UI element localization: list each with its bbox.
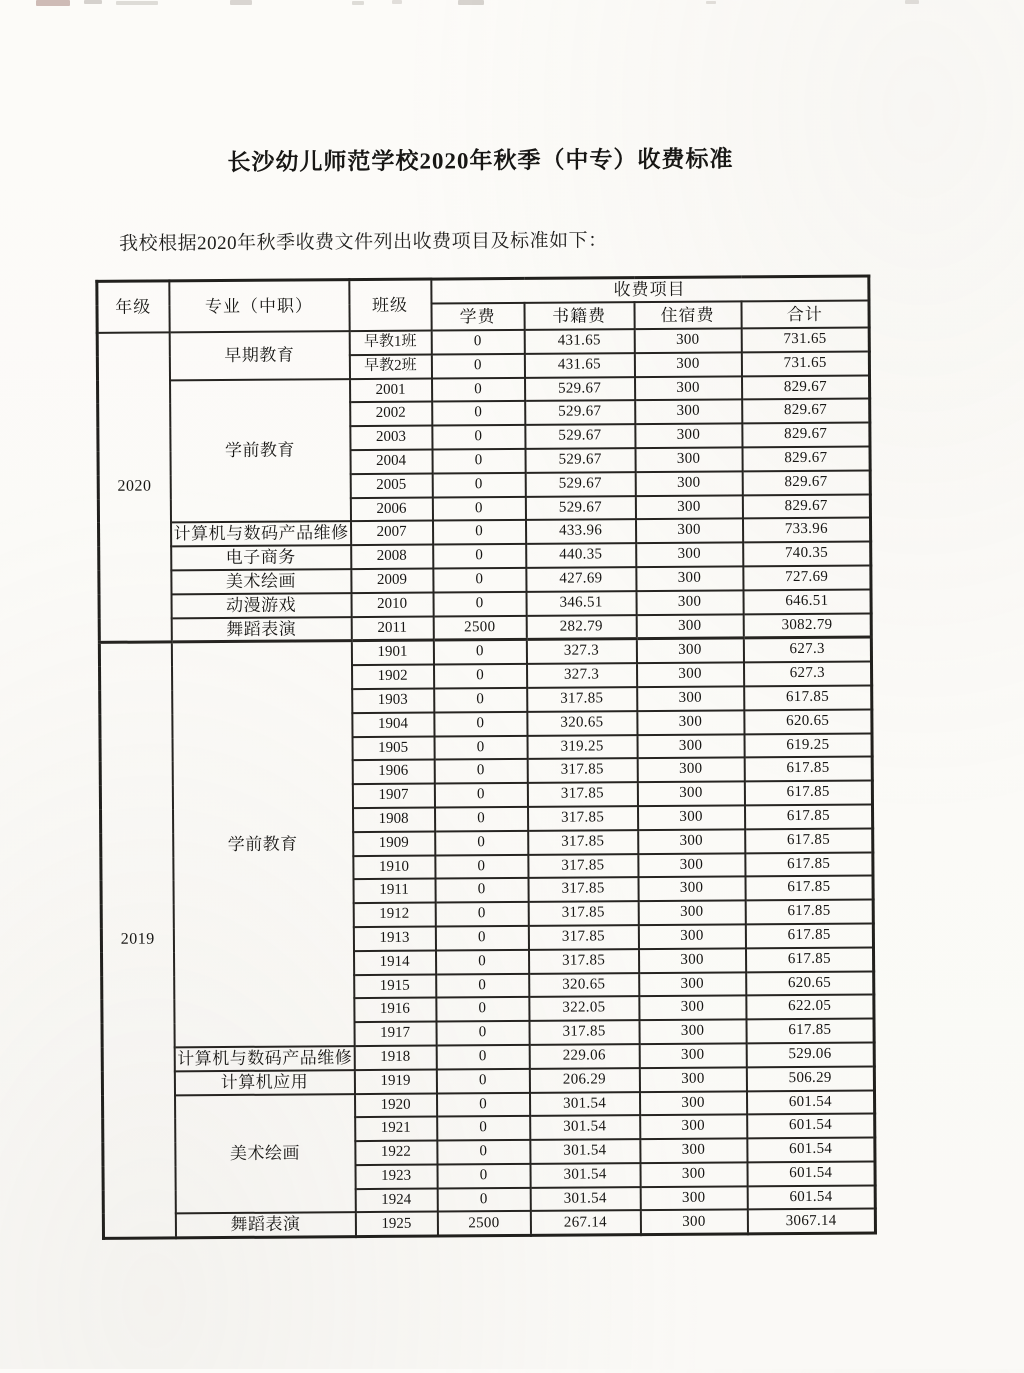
class-cell: 1920 (354, 1093, 436, 1117)
class-cell: 2008 (351, 545, 433, 569)
fee-value-cell: 440.35 (526, 543, 636, 568)
class-cell: 1911 (353, 879, 435, 903)
fee-value-cell: 3082.79 (743, 613, 871, 638)
fee-value-cell: 320.65 (527, 711, 637, 736)
fee-value-cell: 300 (636, 566, 743, 591)
fee-value-cell: 617.85 (745, 900, 873, 925)
fee-value-cell: 0 (432, 449, 525, 473)
fee-value-cell: 300 (635, 471, 742, 496)
fee-value-cell: 300 (637, 758, 744, 783)
class-cell: 1912 (353, 903, 435, 927)
fee-value-cell: 300 (634, 352, 741, 377)
fee-value-cell: 0 (432, 496, 525, 520)
class-cell: 1922 (355, 1141, 437, 1165)
fee-value-cell: 300 (638, 877, 745, 902)
major-cell: 学前教育 (171, 641, 354, 1047)
fee-value-cell: 617.85 (744, 781, 872, 806)
fee-value-cell: 0 (433, 592, 526, 616)
class-cell: 1909 (353, 831, 435, 855)
fee-value-cell: 0 (435, 854, 528, 878)
fee-value-cell: 301.54 (529, 1092, 639, 1117)
fee-value-cell: 0 (435, 926, 528, 950)
fee-value-cell: 300 (636, 543, 743, 568)
fee-value-cell: 617.85 (745, 876, 873, 901)
fee-value-cell: 601.54 (747, 1138, 875, 1163)
fee-value-cell: 300 (635, 495, 742, 520)
class-cell: 2010 (351, 592, 433, 616)
class-cell: 1902 (352, 665, 434, 689)
fee-value-cell: 0 (434, 688, 527, 712)
fee-value-cell: 0 (433, 520, 526, 544)
fee-value-cell: 529.67 (525, 448, 635, 473)
fee-value-cell: 617.85 (746, 1019, 874, 1044)
class-cell: 1906 (352, 760, 434, 784)
fee-value-cell: 601.54 (746, 1090, 874, 1115)
fee-value-cell: 3067.14 (747, 1209, 875, 1234)
class-cell: 1913 (353, 926, 435, 950)
fee-value-cell: 317.85 (527, 687, 637, 712)
fee-value-cell: 0 (433, 568, 526, 592)
class-cell: 2003 (350, 426, 432, 450)
fee-value-cell: 300 (635, 400, 742, 425)
fee-value-cell: 300 (640, 1210, 747, 1235)
fee-value-cell: 320.65 (529, 973, 639, 998)
class-cell: 1908 (353, 807, 435, 831)
class-cell: 1917 (354, 1022, 436, 1046)
fee-value-cell: 0 (436, 1069, 529, 1093)
fee-value-cell: 300 (638, 924, 745, 949)
class-cell: 1903 (352, 689, 434, 713)
fee-value-cell: 300 (640, 1115, 747, 1140)
fee-value-cell: 300 (640, 1186, 747, 1211)
fee-value-cell: 0 (432, 378, 525, 402)
fee-value-cell: 617.85 (744, 685, 872, 710)
fee-value-cell: 317.85 (528, 830, 638, 855)
fee-value-cell: 206.29 (529, 1068, 639, 1093)
fee-value-cell: 300 (639, 1019, 746, 1044)
fee-table (95, 274, 877, 1240)
fee-value-cell: 620.65 (744, 709, 872, 734)
fee-value-cell: 301.54 (530, 1139, 640, 1164)
fee-value-cell: 727.69 (743, 565, 871, 590)
fee-value-cell: 229.06 (529, 1044, 639, 1069)
fee-value-cell: 282.79 (526, 615, 636, 640)
fee-value-cell: 0 (433, 640, 526, 665)
class-cell: 1915 (354, 974, 436, 998)
fee-value-cell: 300 (640, 1162, 747, 1187)
fee-value-cell: 317.85 (528, 949, 638, 974)
fee-value-cell: 0 (436, 1021, 529, 1045)
major-cell: 美术绘画 (171, 569, 351, 594)
fee-value-cell: 300 (635, 447, 742, 472)
fee-value-cell: 0 (436, 1092, 529, 1116)
fee-value-cell: 317.85 (528, 854, 638, 879)
major-cell: 动漫游戏 (171, 593, 351, 618)
class-cell: 2004 (350, 450, 432, 474)
fee-value-cell: 300 (637, 686, 744, 711)
major-cell: 美术绘画 (175, 1094, 356, 1214)
fee-value-cell: 0 (437, 1140, 530, 1164)
fee-table-header (97, 276, 869, 333)
fee-value-cell: 740.35 (743, 542, 871, 567)
fee-value-cell: 646.51 (743, 589, 871, 614)
fee-value-cell: 622.05 (746, 995, 874, 1020)
fee-value-cell: 322.05 (529, 996, 639, 1021)
major-cell: 计算机与数码产品维修 (171, 522, 351, 547)
class-cell: 1916 (354, 998, 436, 1022)
fee-value-cell: 731.65 (741, 351, 869, 376)
fee-value-cell: 300 (637, 710, 744, 735)
class-cell: 1901 (351, 640, 433, 665)
class-cell: 2005 (350, 473, 432, 497)
fee-value-cell: 300 (636, 614, 743, 639)
fee-value-cell: 529.06 (746, 1042, 874, 1067)
major-cell: 舞蹈表演 (171, 617, 351, 643)
major-cell: 计算机与数码产品维修 (174, 1046, 354, 1071)
fee-value-cell: 529.67 (525, 401, 635, 426)
fee-value-cell: 601.54 (747, 1161, 875, 1186)
fee-value-cell: 0 (432, 473, 525, 497)
table-row (103, 1209, 875, 1239)
fee-value-cell: 506.29 (746, 1066, 874, 1091)
major-cell: 早期教育 (169, 331, 349, 380)
fee-value-cell: 327.3 (526, 639, 636, 664)
fee-value-cell: 0 (437, 1164, 530, 1188)
class-cell: 1905 (352, 736, 434, 760)
fee-value-cell: 300 (639, 996, 746, 1021)
fee-value-cell: 601.54 (747, 1185, 875, 1210)
fee-value-cell: 301.54 (530, 1187, 640, 1212)
fee-value-cell: 433.96 (526, 520, 636, 545)
fee-value-cell: 300 (634, 328, 741, 353)
fee-value-cell: 317.85 (527, 758, 637, 783)
class-cell: 1924 (355, 1188, 437, 1212)
class-cell: 1923 (355, 1164, 437, 1188)
fee-value-cell: 300 (639, 1067, 746, 1092)
fee-value-cell: 317.85 (528, 901, 638, 926)
major-cell: 计算机应用 (174, 1070, 354, 1095)
fee-value-cell: 300 (640, 1138, 747, 1163)
class-cell: 2011 (351, 616, 433, 641)
fee-value-cell: 829.67 (742, 470, 870, 495)
intro-text: 我校根据2020年秋季收费文件列出收费项目及标准如下： (118, 230, 608, 255)
fee-value-cell: 0 (434, 783, 527, 807)
class-cell: 1910 (353, 855, 435, 879)
col-header-books: 书籍费 (524, 302, 634, 330)
class-cell: 1914 (354, 950, 436, 974)
class-cell: 2002 (350, 402, 432, 426)
fee-value-cell: 300 (637, 805, 744, 830)
year-cell: 2020 (97, 332, 171, 642)
class-cell: 1904 (352, 712, 434, 736)
fee-value-cell: 0 (431, 330, 524, 354)
col-header-major: 专业（中职） (169, 280, 349, 333)
fee-value-cell: 300 (639, 972, 746, 997)
fee-value-cell: 0 (437, 1116, 530, 1140)
class-cell: 1921 (355, 1117, 437, 1141)
class-cell: 2007 (351, 521, 433, 545)
fee-value-cell: 0 (434, 759, 527, 783)
fee-value-cell: 529.67 (525, 472, 635, 497)
class-cell: 1925 (355, 1212, 437, 1237)
fee-value-cell: 300 (639, 1091, 746, 1116)
fee-value-cell: 0 (436, 1045, 529, 1069)
fee-value-cell: 300 (635, 519, 742, 544)
fee-value-cell: 0 (436, 997, 529, 1021)
fee-value-cell: 829.67 (742, 423, 870, 448)
fee-value-cell: 300 (638, 901, 745, 926)
fee-value-cell: 529.67 (525, 424, 635, 449)
fee-value-cell: 617.85 (745, 923, 873, 948)
col-header-fee-group: 收费项目 (431, 276, 869, 304)
major-cell: 电子商务 (171, 545, 351, 570)
fee-value-cell: 317.85 (529, 1020, 639, 1045)
fee-value-cell: 300 (638, 948, 745, 973)
fee-value-cell: 2500 (437, 1211, 530, 1236)
fee-value-cell: 317.85 (528, 877, 638, 902)
fee-value-cell: 300 (639, 1043, 746, 1068)
fee-value-cell: 0 (435, 878, 528, 902)
class-cell: 早教1班 (349, 331, 431, 355)
fee-value-cell: 0 (432, 425, 525, 449)
class-cell: 1919 (354, 1069, 436, 1093)
fee-value-cell: 619.25 (744, 733, 872, 758)
class-cell: 2006 (350, 497, 432, 521)
fee-value-cell: 829.67 (741, 375, 869, 400)
fee-value-cell: 601.54 (747, 1114, 875, 1139)
fee-value-cell: 617.85 (745, 852, 873, 877)
fee-value-cell: 0 (435, 902, 528, 926)
fee-value-cell: 0 (434, 712, 527, 736)
fee-value-cell: 300 (638, 853, 745, 878)
fee-value-cell: 327.3 (527, 663, 637, 688)
fee-value-cell: 529.67 (525, 496, 635, 521)
fee-value-cell: 300 (638, 829, 745, 854)
class-cell: 2001 (350, 378, 432, 402)
fee-value-cell: 0 (433, 544, 526, 568)
fee-value-cell: 0 (436, 973, 529, 997)
fee-value-cell: 346.51 (526, 591, 636, 616)
fee-value-cell: 300 (637, 663, 744, 688)
major-cell: 舞蹈表演 (175, 1213, 355, 1239)
fee-value-cell: 617.85 (745, 947, 873, 972)
fee-value-cell: 301.54 (530, 1115, 640, 1140)
fee-value-cell: 529.67 (525, 377, 635, 402)
year-cell: 2019 (99, 642, 175, 1238)
fee-value-cell: 731.65 (741, 328, 869, 353)
major-cell: 学前教育 (170, 379, 351, 523)
class-cell: 1918 (354, 1045, 436, 1069)
class-cell: 1907 (352, 784, 434, 808)
fee-value-cell: 617.85 (744, 757, 872, 782)
fee-table-body (97, 328, 875, 1239)
fee-value-cell: 300 (636, 590, 743, 615)
fee-value-cell: 829.67 (742, 399, 870, 424)
fee-value-cell: 300 (637, 734, 744, 759)
fee-value-cell: 2500 (433, 615, 526, 640)
col-header-tuition: 学费 (431, 303, 524, 331)
fee-value-cell: 0 (434, 664, 527, 688)
fee-value-cell: 829.67 (742, 446, 870, 471)
col-header-total: 合计 (741, 301, 869, 329)
col-header-accommodation: 住宿费 (634, 301, 741, 329)
fee-value-cell: 300 (635, 424, 742, 449)
fee-value-cell: 0 (434, 735, 527, 759)
fee-value-cell: 0 (435, 831, 528, 855)
fee-value-cell: 733.96 (742, 518, 870, 543)
col-header-grade: 年级 (97, 281, 169, 333)
fee-value-cell: 617.85 (744, 804, 872, 829)
fee-value-cell: 620.65 (746, 971, 874, 996)
fee-value-cell: 317.85 (528, 806, 638, 831)
page-title: 长沙幼儿师范学校2020年秋季（中专）收费标准 (227, 146, 734, 175)
fee-value-cell: 617.85 (745, 828, 873, 853)
fee-value-cell: 300 (637, 782, 744, 807)
fee-value-cell: 0 (437, 1188, 530, 1212)
fee-value-cell: 317.85 (527, 782, 637, 807)
fee-value-cell: 300 (635, 376, 742, 401)
fee-value-cell: 267.14 (530, 1211, 640, 1236)
fee-value-cell: 317.85 (528, 925, 638, 950)
fee-value-cell: 627.3 (743, 662, 871, 687)
fee-value-cell: 301.54 (530, 1163, 640, 1188)
class-cell: 2009 (351, 569, 433, 593)
class-cell: 早教2班 (349, 354, 431, 378)
fee-value-cell: 0 (435, 807, 528, 831)
fee-value-cell: 319.25 (527, 735, 637, 760)
fee-value-cell: 0 (432, 401, 525, 425)
fee-value-cell: 427.69 (526, 567, 636, 592)
fee-value-cell: 829.67 (742, 494, 870, 519)
fee-value-cell: 431.65 (524, 329, 634, 354)
fee-value-cell: 0 (436, 950, 529, 974)
fee-value-cell: 300 (636, 638, 743, 663)
fee-value-cell: 627.3 (743, 637, 871, 662)
fee-value-cell: 431.65 (524, 353, 634, 378)
fee-value-cell: 0 (431, 354, 524, 378)
col-header-class: 班级 (349, 279, 431, 331)
